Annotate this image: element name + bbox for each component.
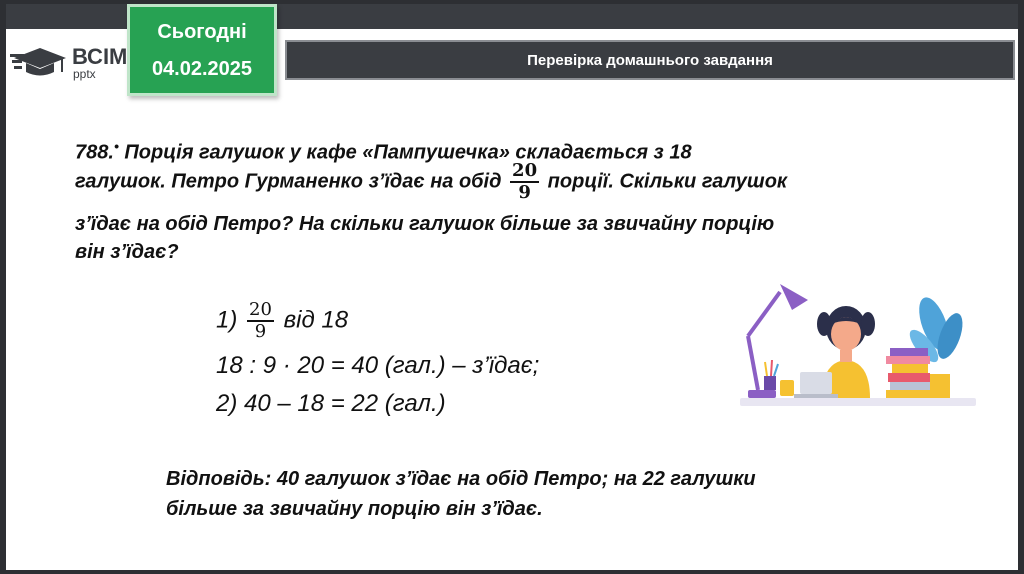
header-title: Перевірка домашнього завдання	[527, 51, 773, 69]
difficulty-marker: •	[113, 138, 119, 154]
date-label: Сьогодні	[157, 21, 247, 43]
logo	[10, 42, 130, 86]
answer	[166, 464, 756, 524]
lamp-shade	[780, 284, 808, 310]
date-badge	[127, 4, 277, 96]
problem-line-3: з’їдає на обід Петро? На скільки галушок більше за звичайну порцію	[75, 213, 775, 235]
date-value: 04.02.2025	[151, 58, 253, 80]
logo-sub: pptx	[73, 67, 96, 81]
step-1-numerator: 20	[249, 299, 272, 320]
problem-line-2a: галушок. Петро Гурманенко з’їдає на обід	[75, 170, 502, 193]
problem-line-2b: порції. Скільки галушок	[547, 170, 788, 193]
plant-pot	[930, 374, 950, 398]
problem-line-4: він з’їдає?	[75, 241, 179, 263]
problem-line-2	[75, 161, 787, 203]
solution-step-2: 2) 40 – 18 = 22 (гал.)	[216, 390, 446, 417]
solution-step-1-calc: 18 : 9 · 20 = 40 (гал.) – з’їдає;	[216, 352, 540, 379]
step-1-suffix: від 18	[283, 306, 349, 334]
slide	[6, 4, 1018, 570]
desk	[740, 398, 976, 406]
problem-line-1-text: Порція галушок у кафе «Пампушечка» складається з 18	[118, 141, 692, 164]
answer-line-2: більше за звичайну порцію він з’їдає.	[166, 498, 543, 520]
step-1-fraction	[247, 300, 274, 342]
header-bar	[285, 40, 1015, 80]
step-1-denominator: 9	[254, 321, 267, 342]
answer-line-1: Відповідь: 40 галушок з’їдає на обід Петро; на 22 галушки	[166, 468, 756, 490]
solution-step-1	[216, 300, 348, 342]
logo-brand: ВСІМ	[72, 44, 128, 69]
fraction-denominator: 9	[518, 182, 531, 203]
graduation-cap-icon	[10, 42, 70, 82]
step-1-prefix: 1)	[216, 306, 238, 334]
problem-number: 788.	[75, 141, 114, 164]
fraction-20-9	[510, 161, 539, 203]
fraction-numerator: 20	[512, 160, 538, 181]
girl-studying-illustration	[734, 266, 984, 416]
